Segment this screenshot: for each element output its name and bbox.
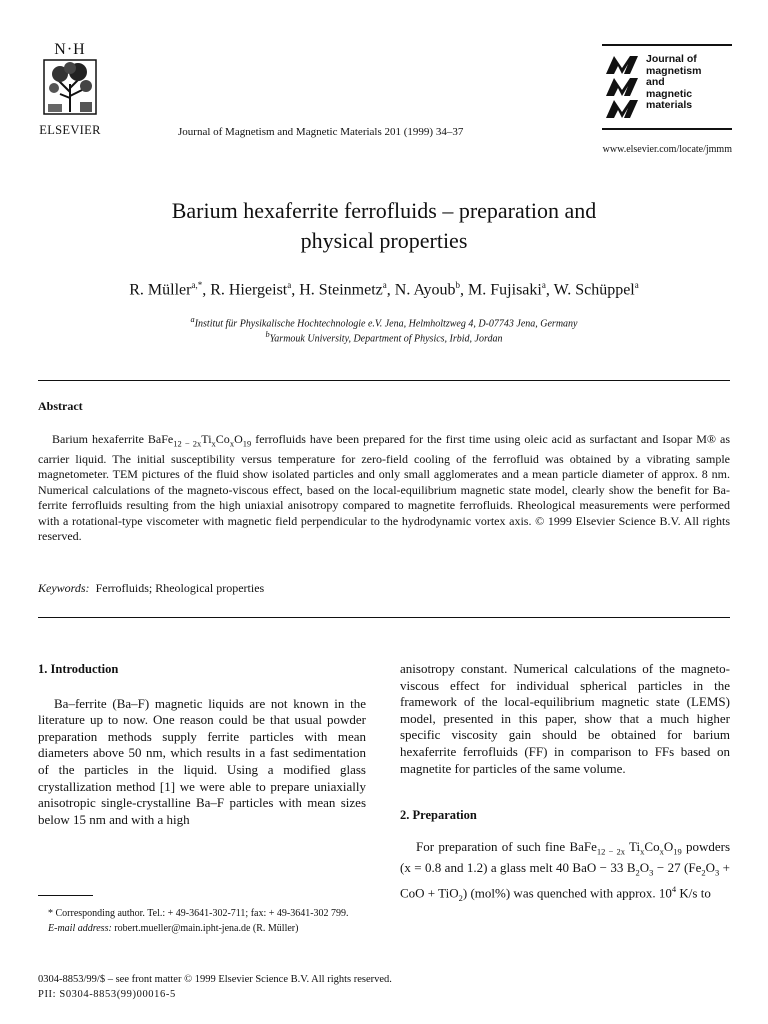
section-heading: 1. Introduction — [38, 662, 119, 676]
journal-logo-line: materials — [646, 99, 693, 111]
journal-m-logo-icon — [604, 54, 644, 122]
subscript: x — [659, 846, 664, 857]
subscript: 3 — [715, 867, 720, 878]
subscript: 2 — [701, 867, 706, 878]
journal-logo-line: magnetism — [646, 64, 702, 77]
superscript: 4 — [671, 884, 677, 895]
subscript: 12 − 2x — [173, 438, 202, 449]
footnote — [38, 906, 366, 936]
subscript: 2 — [458, 893, 463, 904]
subscript: x — [229, 438, 235, 449]
affiliation-b — [40, 330, 728, 344]
prep-run: For preparation of such fine BaFe — [416, 838, 597, 854]
subscript: 2 — [635, 867, 640, 878]
title-line: Barium hexaferrite ferrofluids – preparation and — [171, 198, 597, 223]
author-affil-sup: a — [541, 280, 546, 290]
author-name: N. Ayoub — [394, 281, 456, 299]
author-name: H. Steinmetz — [299, 281, 383, 299]
prep-run: Ti — [629, 838, 641, 854]
email-label: E-mail address: — [48, 923, 112, 934]
prep-run: K/s to — [676, 885, 711, 901]
journal-website-link[interactable]: www.elsevier.com/locate/jmmm — [602, 144, 732, 155]
left-column — [38, 661, 366, 828]
author-affil-sup: a — [287, 280, 292, 290]
abstract-run: Barium hexaferrite BaFe — [52, 432, 174, 446]
pii-line: PII: S0304-8853(99)00016-5 — [38, 989, 176, 1000]
affiliation-sup: a — [190, 315, 195, 324]
abstract-heading: Abstract — [38, 399, 83, 413]
prep-run: ) (mol%) was quenched with approx. 10 — [462, 885, 672, 901]
author-affil-sup: a — [634, 280, 639, 290]
subscript: 12 − 2x — [596, 846, 625, 857]
subscript: 19 — [242, 438, 252, 449]
journal-logo — [602, 44, 732, 130]
divider — [38, 380, 730, 381]
journal-logo-text — [646, 54, 701, 112]
copyright-line: 0304-8853/99/$ – see front matter © 1999 Elsevier Science B.V. All rights reserved. — [38, 974, 392, 985]
prep-run: + CoO + TiO — [400, 859, 731, 901]
subscript: 3 — [649, 867, 654, 878]
copyright-block — [38, 972, 392, 1002]
prep-run: O — [705, 859, 715, 875]
affiliation-sup: b — [265, 330, 270, 339]
affiliation-a — [40, 315, 728, 329]
journal-logo-line: and — [646, 76, 665, 88]
prep-paragraph — [400, 839, 730, 907]
prep-run: O — [663, 838, 674, 854]
publisher-logo — [38, 42, 102, 138]
intro-paragraph: Ba–ferrite (Ba–F) magnetic liquids are not known in the literature up to now. One reason could be that usual powder preparation methods supply ferrite particles with mean diameters above 50 nm, which results in a fast sedimentation of the particles in the liquid. Using a modified glass crystallization method [1] we were able to prepare uniaxially anisotropic single-crystalline Ba–F particles with mean sizes below 15 nm and with a high — [38, 695, 366, 827]
subscript: 19 — [673, 846, 682, 857]
email-value[interactable]: robert.mueller@main.ipht-jena.de (R. Müller) — [111, 923, 299, 934]
publisher-name: ELSEVIER — [39, 123, 101, 137]
section-heading: 2. Preparation — [400, 808, 477, 823]
keywords-value: Ferrofluids; Rheological properties — [95, 581, 265, 595]
prep-run: − 27 (Fe — [653, 859, 702, 875]
prep-run: powders (x = 0.8 and 1.2) a glass melt 40 BaO − 33 B — [400, 838, 731, 875]
author-list: R. Müller$^{a,*}$, R. Hiergeist$^a$, H. Steinmetz$^a$, N. Ayoub$^b$, M. Fujisaki$^a$, W. Schüppel$^a$ — [129, 280, 639, 299]
intro-continued: anisotropy constant. Numerical calculations of the magneto-viscous effect for individual spherical particles in the framework of the local-equilibrium magnetic state (LEMS) model, presented in this paper, show that a much higher specific viscosity gain should be obtained for barium hexaferrite ferrofluids (FF) in comparison to FFs based on magnetite for particles of the same volume. — [400, 661, 730, 776]
keywords — [38, 581, 264, 596]
prep-run: Co — [644, 838, 660, 854]
affiliation-text: Yarmouk University, Department of Physics, Irbid, Jordan — [269, 333, 503, 345]
abstract-run: Ti — [201, 432, 212, 446]
author-affil-sup: b — [455, 280, 461, 290]
author-name: R. Müller — [129, 281, 192, 299]
abstract-run: ferrofluids have been prepared for the first time using oleic acid as surfactant and Isopar M® as carrier liquid. The initial susceptibility versus temperature for zero-field cooling of the ferrofluid was obtained by a vibrating sample magnetometer. TEM pictures of the fluid show isolated particles and only small agglomerates and a mean particle diameter of approx. 8 nm. Numerical calculations of the magneto-viscous effect, based on the local-equilibrium magnetic state model, clearly show the benefit for Ba-ferrite ferrofluids resulting from the high uniaxial anisotropy compared to magnetite ferrofluids. Rheological measurements were performed with a rotational-type viscometer with magnetic field perpendicular to the hydrodynamic vortex axis. © 1999 Elsevier Science B.V. All rights reserved. — [38, 432, 730, 544]
journal-logo-line: Journal of — [646, 53, 697, 65]
right-column — [400, 661, 730, 907]
divider — [38, 617, 730, 618]
subscript: x — [211, 438, 216, 449]
subscript: x — [640, 846, 645, 857]
elsevier-tree-icon — [42, 58, 98, 116]
nh-mark: N·H — [54, 41, 86, 58]
footnote-corresponding: * Corresponding author. Tel.: + 49-3641-302-711; fax: + 49-3641-302 799. — [48, 908, 349, 919]
paper-title — [40, 196, 728, 256]
keywords-label: Keywords: — [38, 581, 90, 595]
author-affil-sup: a — [382, 280, 387, 290]
affiliation-text: Institut für Physikalische Hochtechnologie e.V. Jena, Helmholtzweg 4, D-07743 Jena, Germany — [194, 318, 578, 330]
abstract-run: O — [234, 432, 243, 446]
author-affil-sup: a,* — [191, 280, 203, 290]
footnote-email — [38, 921, 366, 936]
author-name: M. Fujisaki — [468, 281, 542, 299]
author-name: W. Schüppel — [553, 281, 635, 299]
author-name: R. Hiergeist — [210, 281, 288, 299]
abstract-run: Co — [215, 432, 230, 446]
abstract-text — [38, 432, 730, 545]
title-line: physical properties — [300, 228, 468, 253]
journal-logo-line: magnetic — [646, 87, 693, 100]
journal-citation: Journal of Magnetism and Magnetic Materials 201 (1999) 34–37 — [178, 126, 464, 138]
prep-run: O — [639, 859, 650, 875]
footnote-divider — [38, 895, 93, 896]
